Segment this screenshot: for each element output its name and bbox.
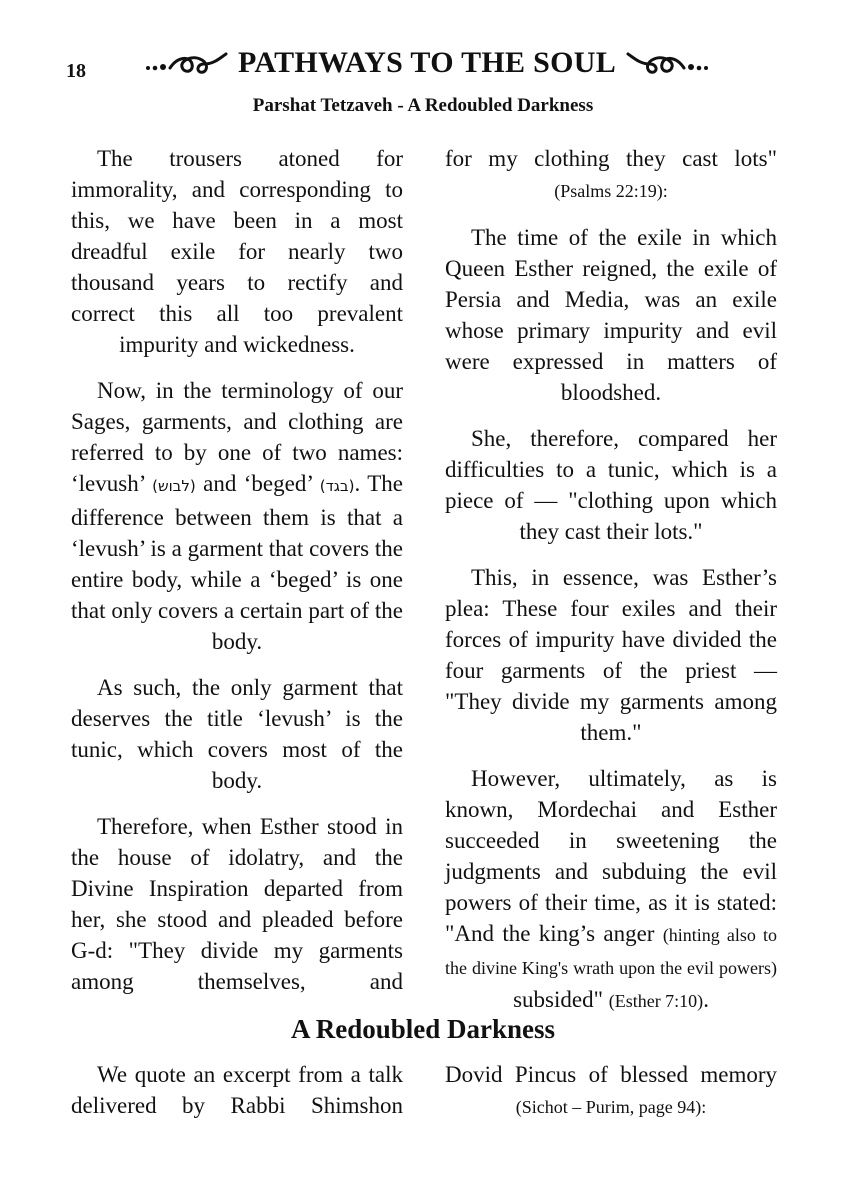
left-flourish-ornament-icon — [144, 48, 230, 78]
left-column — [71, 143, 403, 1032]
left-column — [71, 1059, 403, 1138]
paragraph: As such, the only garment that deserves the title ‘levush’ is the tunic, which covers most of the body. — [71, 675, 403, 793]
text-span: However, ultimately, as is known, Mordechai and Esther succeeded in sweetening the judgments and subduing the evil powers of their time, as it is stated: "And the king’s anger — [445, 766, 777, 946]
page-number: 18 — [66, 60, 86, 82]
citation: (Esther 7:10) — [608, 991, 704, 1011]
paragraph: She, therefore, compared her difficulties to a tunic, which is a piece of — "clothing upon which they cast their lots." — [445, 426, 777, 544]
citation: (Sichot – Purim, page 94): — [515, 1097, 707, 1117]
text-span: for my clothing they cast lots" — [445, 146, 777, 171]
text-span: Dovid Pincus of blessed memory — [445, 1062, 777, 1087]
paragraph — [71, 375, 403, 657]
paragraph — [445, 143, 777, 207]
right-column — [445, 143, 777, 1032]
upper-columns — [71, 143, 777, 1032]
text-span: . — [703, 987, 709, 1012]
lower-columns — [71, 1059, 777, 1138]
parenthetical-note: (hinting also to the divine King's wrath upon the evil powers) — [445, 925, 778, 978]
paragraph — [445, 1059, 777, 1123]
right-flourish-ornament-icon — [624, 48, 710, 78]
citation: (Psalms 22:19): — [554, 181, 668, 201]
text-span: subsided" — [513, 987, 609, 1012]
paragraph: This, in essence, was Esther’s plea: These four exiles and their forces of impurity have divided the four garments of the priest — "They divide my garments among them." — [445, 565, 777, 745]
paragraph — [445, 763, 777, 1017]
paragraph: Therefore, when Esther stood in the house of idolatry, and the Divine Inspiration departed from her, she stood and pleaded before G-d: "They divide my garments among themselves, and — [71, 814, 403, 994]
section-heading: A Redoubled Darkness — [290, 1014, 556, 1044]
running-title — [132, 46, 722, 80]
text-span: and ‘beged’ — [195, 471, 320, 496]
text-span: . The difference between them is that a ‘levush’ is a garment that covers the entire body, while a ‘beged’ is one that only covers a certain part of the body. — [71, 471, 403, 654]
running-title-text: PATHWAYS TO THE SOUL — [237, 46, 617, 79]
hebrew-term: (בגד) — [319, 477, 355, 495]
paragraph: The trousers atoned for immorality, and corresponding to this, we have been in a most dreadful exile for nearly two thousand years to rectify and correct this all too prevalent impurity and wickedness. — [71, 146, 403, 357]
right-column — [445, 1059, 777, 1138]
hebrew-term: (לבוש) — [152, 477, 196, 495]
paragraph: The time of the exile in which Queen Esther reigned, the exile of Persia and Media, was an exile whose primary impurity and evil were expressed in matters of bloodshed. — [445, 225, 777, 405]
text-span: Now, in the terminology of our Sages, garments, and clothing are referred to by one of two names: ‘levush’ — [71, 378, 403, 496]
paragraph: We quote an excerpt from a talk delivered by Rabbi Shimshon — [71, 1062, 403, 1118]
page-subtitle: Parshat Tetzaveh - A Redoubled Darkness — [252, 95, 594, 116]
